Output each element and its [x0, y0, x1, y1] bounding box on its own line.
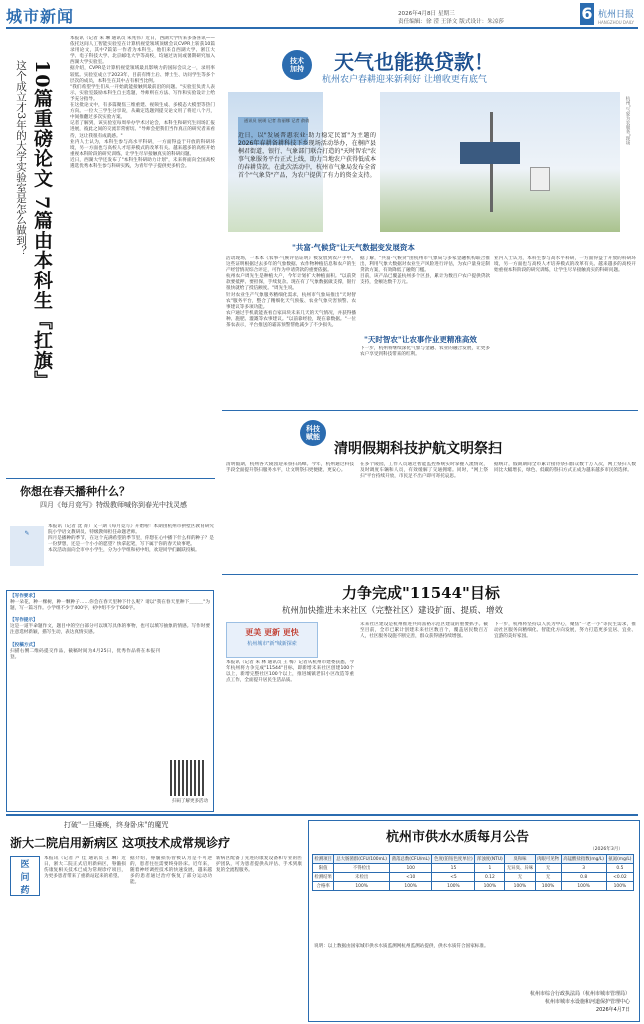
paper-sub: HANGZHOU DAILY: [598, 20, 634, 25]
table-cell: <5: [432, 873, 475, 882]
paragraph: 活动现场，一本本《农事·气候评估证明》被发放到农户手中。这些证明根据过去多年的气象数据、农作物种植信息和农户的生产经营情况综合评定，可作为申请贷款的重要依据。: [226, 256, 356, 274]
hospital-tag: [10, 856, 40, 896]
paragraph: "我们希望学生们从一开始就能接触到最前沿的问题。"实验室负责人表示，实验室鼓励本科生自主选题，导师则在方法、写作和实验设计上给予充分指导。: [70, 84, 215, 102]
paragraph: 据介绍，脊髓损伤曾被认为是不可逆的，患者往往需要终身卧床。近年来，随着神经调控技术的快速发展，越来越多的患者通过治疗恢复了部分运动功能。: [130, 856, 212, 886]
water-publisher2: 杭州市城市水设施和河道保护管理中心: [544, 999, 630, 1005]
box-title: 【写作要求】: [10, 594, 38, 599]
table-cell: 100%: [389, 882, 431, 891]
paragraph: 新病区配备了先进的康复设备和专业的医护团队，可为患者提供从评估、手术到康复的全流程服务。: [216, 856, 302, 874]
water-footnote: 说明：以上数据由国家城市供水水质监测网杭州监测站提供，供水水质符合国家标准。: [314, 944, 489, 949]
tech-body-col4: [494, 256, 636, 406]
box-title: 【写作提示】: [10, 618, 38, 624]
paragraph: 清明假期，杭州各大陵园迎来祭扫高峰。今年，杭州通过科技手段全面提升祭扫服务水平，让文明祭扫更便捷、更安心。: [226, 462, 354, 474]
badge-line1: 更美 更新 更快: [245, 628, 299, 637]
table-cell: 100%: [432, 882, 475, 891]
byline: 通讯员 展瑛 记者 詹丽娜 记者 俞倩: [244, 118, 310, 123]
spring-tag-icon: ✎: [10, 526, 44, 566]
box-title: 【投稿方式】: [10, 642, 38, 648]
spring-subhead: 四月《每月竞写》特级教师喊你到春光中找灵感: [40, 501, 187, 509]
water-headline: 杭州市供水水质每月公告: [386, 830, 530, 845]
table-cell: 未检出: [334, 873, 390, 882]
tech-tag: [282, 50, 312, 80]
paragraph: 杭州农户周先生是种植大户，今年计划扩大种植面积。"以前贷款要抵押、要担保，手续复杂。现在有了气象数据做支撑，银行很快就给了授信额度。"周先生说。: [226, 274, 356, 292]
date-line: 2026年4月8日 星期三: [398, 11, 455, 17]
holiday-body-col2: [360, 462, 488, 570]
paper-name: 杭州日报: [598, 10, 635, 20]
table-header-cell: 总大肠菌群(CFU/100mL): [334, 855, 390, 864]
community-body-col2: [360, 622, 488, 806]
paragraph: 目前，该产品已覆盖杭州多个区县，累计为数百户农户提供贷款支持，金额达数千万元。: [360, 274, 490, 286]
paragraph: 据统计，假期期间全市累计接待祭扫群众数十万人次，网上祭扫人数同比大幅增长，绿色、低碳的祭扫方式正成为越来越多市民的选择。: [494, 462, 636, 474]
tech-lead: [238, 132, 376, 232]
table-cell: 不得检出: [334, 864, 390, 873]
table-cell: 100%: [535, 882, 561, 891]
paragraph: 农户通过手机就能查看自家田块未来几天的天气情况，并获得播种、施肥、灌溉等农事建议。"以前靠经验，现在靠数据。"一位茶农表示，平台推送的霜冻预警帮他减少了不少损失。: [226, 310, 356, 329]
paragraph: 本报讯（记者 朱 林 通讯员 王 梅）记者从杭州市建委获悉，今年杭州将力争完成"11544"目标，即新增未来社区创建100个以上，新增完整社区100个以上，推进城镇老旧小区改造等重点工作，全面提升居民生活品质。: [226, 660, 354, 684]
tech-body-col3: [360, 346, 490, 406]
table-cell: 检测结果: [313, 873, 334, 882]
editor-line: 责任编辑：徐 滢 王泽文 版式设计：朱凉莎: [398, 19, 505, 25]
table-row: [313, 873, 634, 882]
tech-body-col2: [360, 256, 490, 326]
table-row: [313, 882, 634, 891]
paragraph: 下一步，杭州将坚持以人民为中心，聚焦"一老一小"等民生需求，推动社区服务向精细化、智能化方向发展，努力打造更多宜居、宜业、宜游的美好家园。: [494, 622, 636, 640]
page-number: 6: [581, 4, 593, 23]
table-cell: 限值: [313, 864, 334, 873]
qr-code-icon[interactable]: [170, 760, 206, 796]
header-rule: [6, 27, 638, 29]
community-body-col1: [226, 660, 354, 806]
table-cell: 无: [505, 873, 535, 882]
spring-body: [48, 524, 214, 584]
community-badge: [226, 622, 318, 658]
tag-label: 科技赋能: [306, 425, 320, 441]
paragraph: 在多个陵园，工作人员通过智能监控系统实时掌握人流情况，及时调度车辆和人员，有效缓解了交通拥堵。同时，"网上祭扫"平台持续开放，市民足不出户即可寄托哀思。: [360, 462, 488, 480]
lead-paragraph: 近日，以"发展普惠农业·助力稳定民富"为主题的2026年春耕备耕科技下乡现场活动举办，在桐庐县桐君街道，银行、气象部门联合打造的"天时智农"农事气象服务平台正式上线，助力当地农户获得低成本的春耕贷款。在此次活动中，杭州市气象局发布全省首个"气象贷"产品，为农户提供了有力的资金支持。: [238, 132, 376, 179]
table-cell: 合格率: [313, 882, 334, 891]
holiday-tag: [300, 420, 326, 446]
paragraph: 四月是播种的季节，在这个充满希望的季节里，你想在心中播下什么样的种子？是一份梦想，还是一个小小的愿望？快拿起笔，写下属于你的春天故事吧。: [48, 536, 214, 548]
table-header-cell: 肉眼可见物: [535, 855, 561, 864]
water-quality-table: [312, 854, 634, 891]
holiday-body-col3: [494, 462, 636, 570]
table-cell: 100%: [334, 882, 390, 891]
water-publisher1: 杭州市综合行政执法局（杭州市城市管理局）: [529, 991, 630, 997]
water-publish-date: 2026年4月7日: [595, 1007, 630, 1013]
holiday-body-col1: [226, 462, 354, 570]
table-cell: 15: [432, 864, 475, 873]
paragraph: 本报讯（记者 朱 琳 通讯员 朱兆伟）近日，西湖大学传来多条喜讯——依托这间人工智能实验室在计算机视觉领域顶级会议CVPR上斩获10篇录用论文，其中7篇第一作者为本科生。他们来自西湖大学、浙江大学、电子科技大学、北京邮电大学等高校，均通过访问或暑期研究加入西湖大学实验室。: [70, 36, 215, 66]
hospital-kicker: 打破"一旦瘫痪，终身卧床"的魔咒: [64, 821, 169, 829]
table-cell: 0.12: [475, 873, 505, 882]
left-story-body: [70, 36, 215, 476]
left-story-headline: 10篇重磅论文 7篇由本科生『扛旗』: [31, 60, 53, 391]
table-cell: 无: [535, 873, 561, 882]
paragraph: 近日，西湖大学还发布了"本科生科研助力计划"，未来将面向全国高校遴选优秀本科生参与科研实践，为青年学子提供更多机会。: [70, 157, 215, 169]
table-header-cell: 高锰酸盐指数(mg/L): [561, 855, 606, 864]
box-text: 扫描右侧二维码提交作品，截稿时间为4月25日，优秀作品将在本报刊登。: [10, 648, 160, 660]
tech-byline: [244, 118, 324, 128]
table-header-cell: 氨氮(mg/L): [606, 855, 633, 864]
paragraph: 针对农业生产气象服务精细化需求，杭州市气象局推出"天时智农"服务平台，整合了精细化天气预报、农业气象灾害预警、农事建议等多项功能。: [226, 292, 356, 310]
tag-label: 技术加持: [290, 57, 304, 73]
table-header-cell: 检测项目: [313, 855, 334, 864]
table-cell: 0.5: [606, 864, 633, 873]
tech-subhead: 杭州农户春耕迎来新利好 让增收更有底气: [322, 75, 487, 85]
hospital-headline: 浙大二院启用新病区 这项技术成常规诊疗: [10, 836, 231, 850]
table-cell: 100%: [505, 882, 535, 891]
paragraph: 据介绍，CVPR是计算机视觉领域最具影响力的国际会议之一，录用率较低。实验室成立于2023年，目前有博士后、博士生、访问学生等多个层次的成员，本科生在其中占有相当比例。: [70, 66, 215, 84]
paragraph: 下一步，杭州将继续深化气象与金融、农业的融合发展，让更多农户享受到科技带来的红利。: [360, 346, 490, 358]
left-story-subhead: 这个成立才3年的大学实验室是怎么做到？: [15, 60, 27, 256]
table-header-row: [313, 855, 634, 864]
paragraph: 业内人士认为，本科生参与高水平科研，一方面得益于开放的科研环境，另一方面也与高校人才培养模式的改革有关。越来越多的高校开始重视本科阶段的研究训练，让学生尽早接触真实的科研问题。: [70, 139, 215, 157]
hospital-body-col1: [44, 856, 126, 1018]
table-row: [313, 864, 634, 873]
community-body-col3: [494, 622, 636, 806]
weather-station-photo: [380, 92, 620, 232]
table-cell: 100%: [561, 882, 606, 891]
paragraph: 记者了解到，该实验室每周举办学术讨论会，本科生和研究生同场汇报进展，彼此之间的交流非常密切。"导师会把我们当作真正的研究者来看待，这让我很有成就感。": [70, 121, 215, 139]
table-cell: 0.8: [561, 873, 606, 882]
table-header-cell: 臭和味: [505, 855, 535, 864]
divider: [222, 410, 638, 411]
section-title: 城市新闻: [6, 7, 75, 26]
water-date-note: （2026年3月）: [590, 847, 623, 852]
tech-body-col1: [226, 256, 356, 406]
box-text: 这是一道半命题作文，题目中的空白部分可以填写具体的事物，也可以填写抽象的情感。写作时要注意选材新颖，描写生动，表达真情实感。: [10, 624, 210, 636]
table-cell: 无: [535, 864, 561, 873]
table-cell: 100: [389, 864, 431, 873]
table-cell: <0.02: [606, 873, 633, 882]
paragraph: 未来社区建设是杭州推进共同富裕示范区建设的重要抓手。截至目前，全市已累计创建未来社区数百个，覆盖居民数百万人，社区服务设施不断完善，群众获得感持续增强。: [360, 622, 488, 640]
table-cell: 1: [475, 864, 505, 873]
table-cell: <10: [389, 873, 431, 882]
table-cell: 100%: [606, 882, 633, 891]
paragraph: 本次活动面向全市中小学生，分为小学组和初中组，欢迎同学们踊跃投稿。: [48, 548, 200, 554]
table-header-cell: 浑浊度(NTU): [475, 855, 505, 864]
tech-headline: 天气也能换贷款！: [334, 50, 494, 74]
tech-section1-title: "共富·气候贷"让天气数据变发展资本: [292, 243, 415, 252]
table-header-cell: 色度(铂钴色度单位): [432, 855, 475, 864]
qr-caption: 扫码了解更多活动: [172, 799, 208, 804]
divider: [222, 574, 638, 575]
table-body: [313, 864, 634, 891]
table-cell: 3: [561, 864, 606, 873]
paragraph: 本报讯（记者 卢 佳 通讯员 王 琳）近日，浙大二院正式启用新病区，脊髓损伤康复相关技术已成为常规诊疗项目，为更多患者带来了重新站起来的希望。: [44, 856, 126, 880]
hospital-body-col3: [216, 856, 302, 1018]
paragraph: 据了解，"共富·气候贷"由杭州市气象局与多家金融机构联合推出，利用气象大数据对农业生产风险进行评估，为农户量身定制贷款方案，有效降低了融资门槛。: [360, 256, 490, 274]
table-cell: 100%: [475, 882, 505, 891]
hospital-body-col2: [130, 856, 212, 1018]
community-subhead: 杭州加快推进未来社区（完整社区）建设扩面、提质、增效: [282, 606, 504, 616]
spring-headline: 你想在春天播种什么？: [20, 485, 130, 498]
sensor-box-icon: [530, 167, 550, 191]
badge-line2: 杭州城市"新"城新探索: [247, 641, 297, 647]
table-cell: 无异臭、异味: [505, 864, 535, 873]
table-header-cell: 菌落总数(CFU/mL): [389, 855, 431, 864]
tech-section2-title: "天时智农"让农事作业更精准高效: [364, 335, 477, 344]
solar-panel-icon: [460, 142, 520, 164]
divider: [6, 478, 215, 479]
holiday-headline: 清明假期科技护航文明祭扫: [334, 441, 502, 457]
paragraph: 业内人士认为，本科生参与高水平科研，一方面得益于开放的科研环境，另一方面也与高校人才培养模式的改革有关。越来越多的高校开始重视本科阶段的研究训练，让学生尽早接触真实的科研问题。: [494, 256, 636, 274]
paragraph: 本报讯（记者 沈 菁）又一期《每月竞写》开始啦！本期由杭州市拱墅区教育研究院小学语文教研员、特级教师担任命题老师。: [48, 524, 214, 536]
photo-caption: 杭州"气象为农服务"现场: [625, 96, 630, 146]
box-text: 种一朵花，种一棵树，种一颗种子……你会在春天里种下什么呢？请以"我在春天里种下＿＿＿"为题，写一篇习作。小学组不少于400字，初中组不少于600字。: [10, 600, 210, 612]
paragraph: 在这批论文中，有多篇聚焦三维重建、视频生成、多模态大模型等热门方向。一位大三学生分享说，从确定选题到提交论文用了将近八个月，中间推翻过多次实验方案。: [70, 103, 215, 121]
community-headline: 力争完成"11544"目标: [342, 584, 500, 602]
tag-label: 医问药: [20, 860, 30, 896]
divider: [6, 814, 638, 816]
